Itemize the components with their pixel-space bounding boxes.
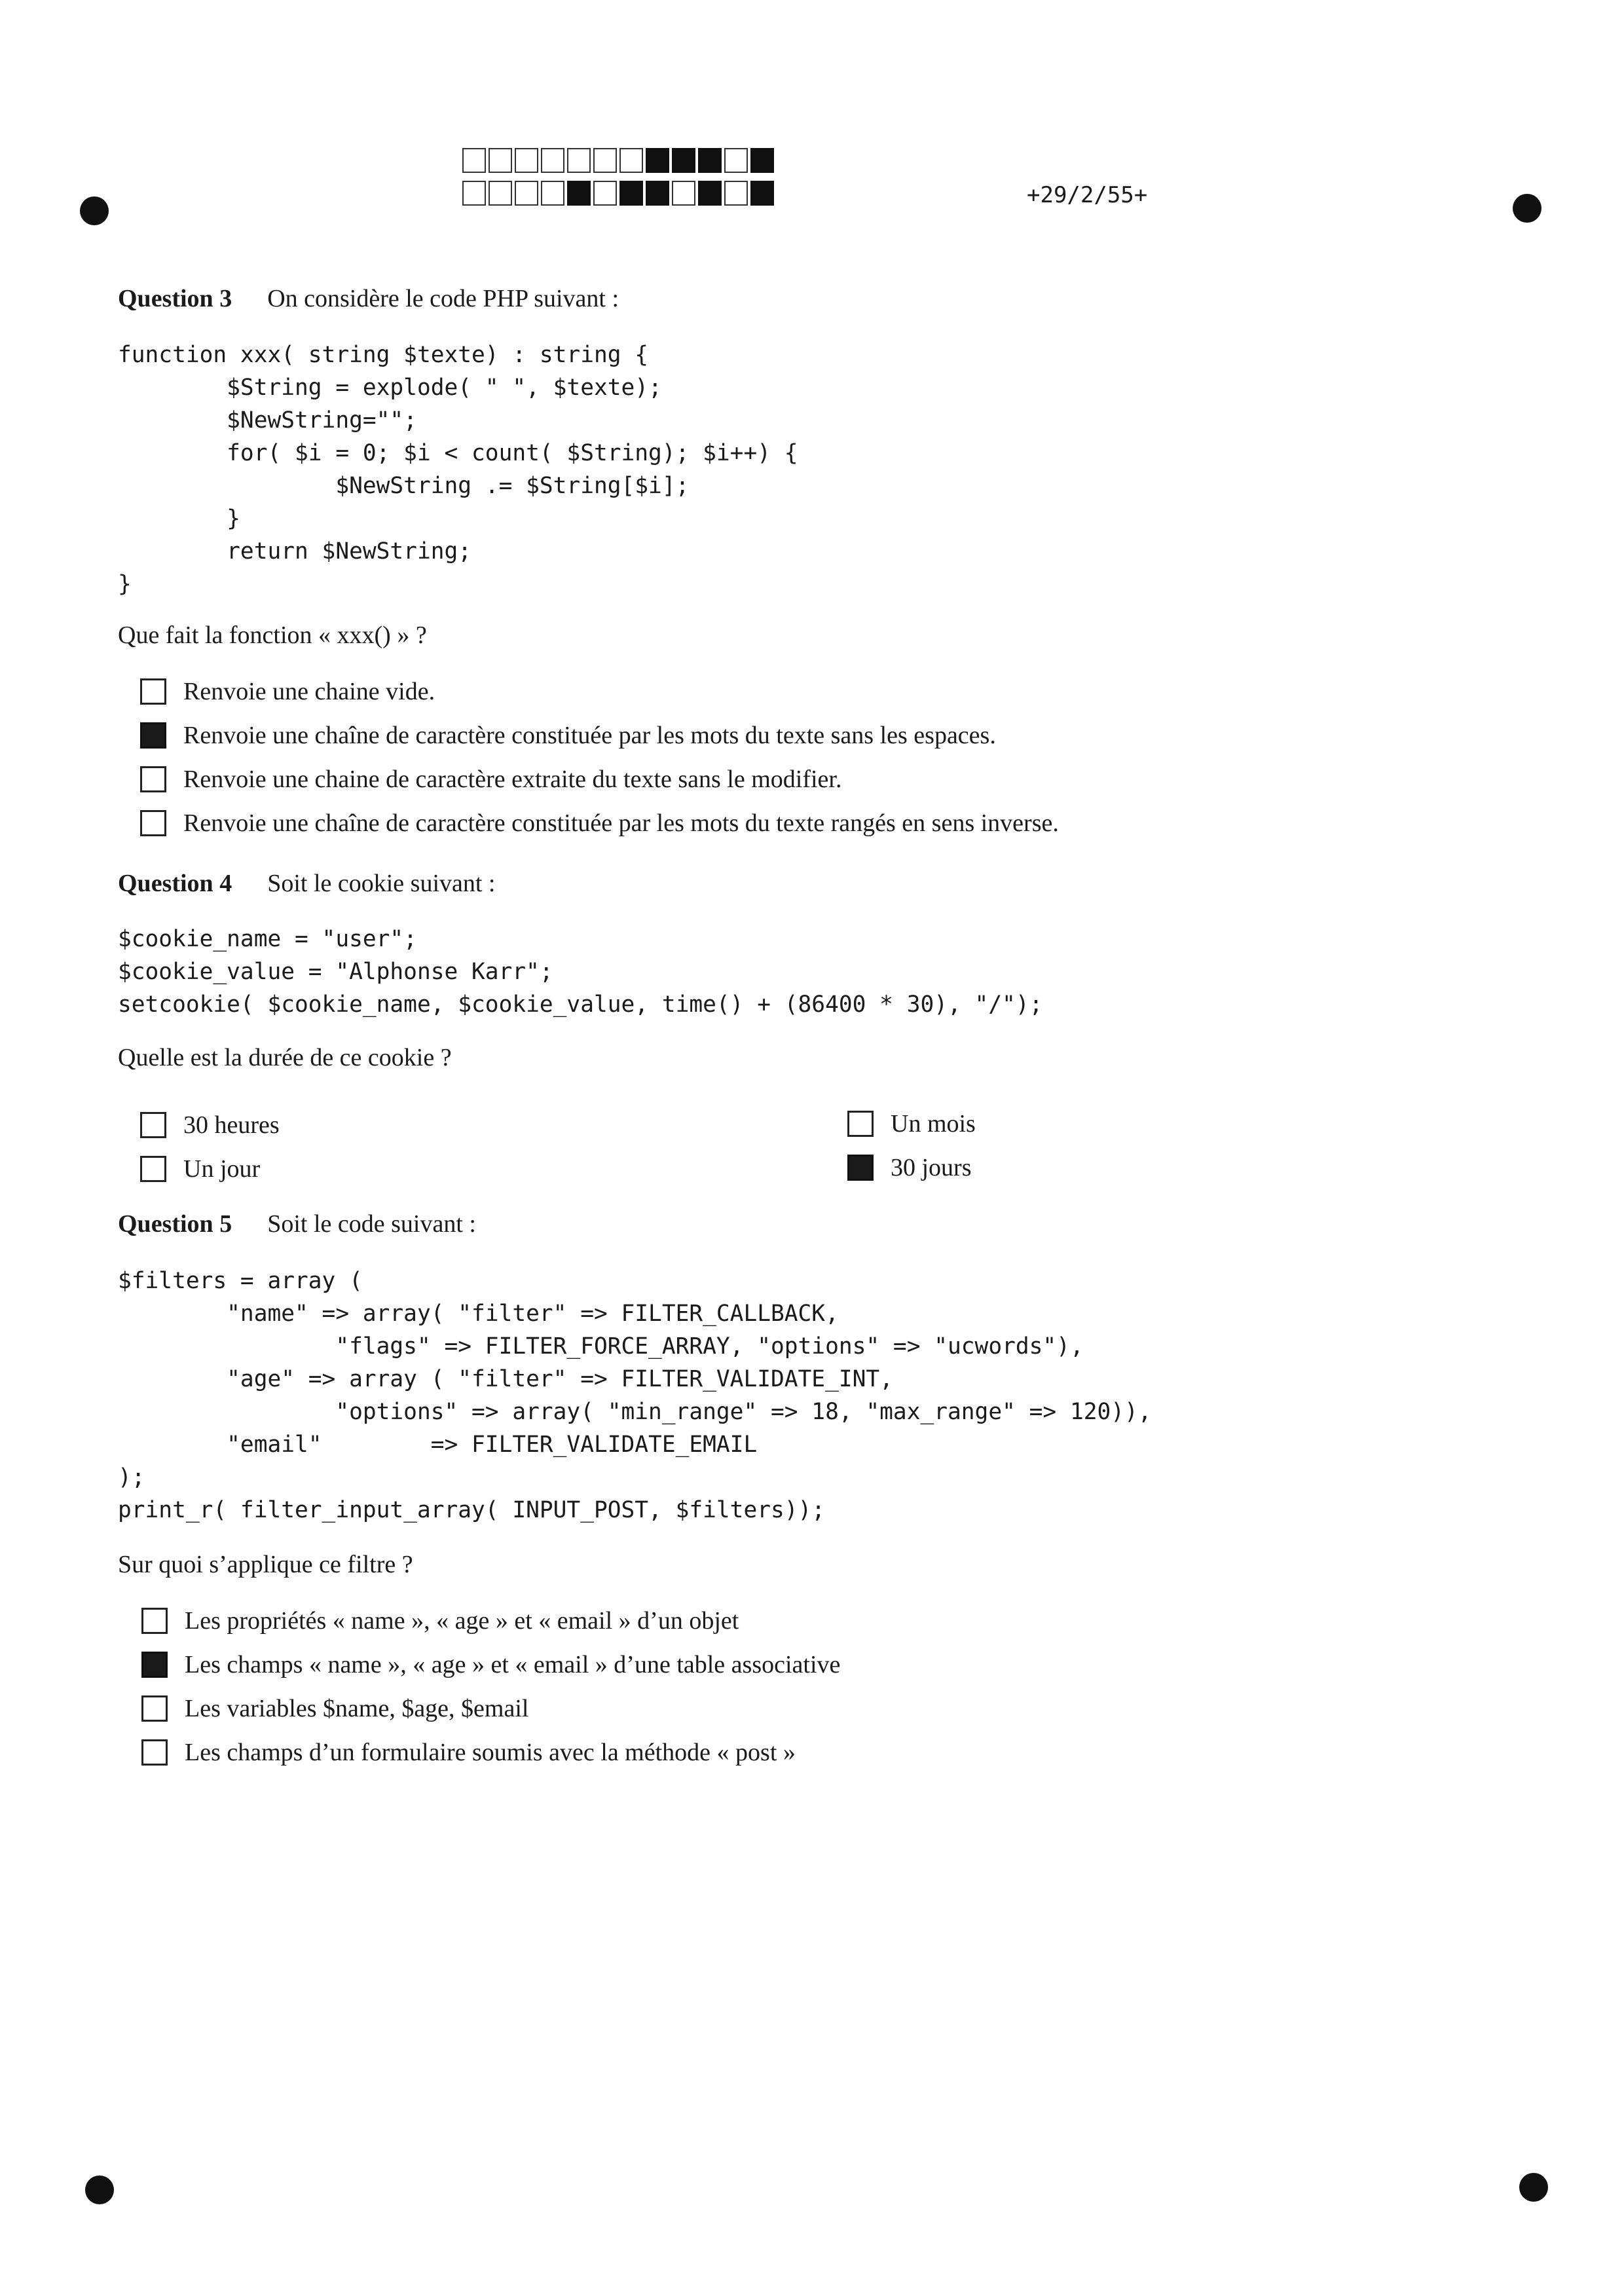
- answer-label: 30 heures: [183, 1111, 280, 1139]
- barcode-cell: [750, 181, 774, 206]
- barcode-cell: [698, 148, 722, 173]
- answer-options-left: [140, 1103, 280, 1191]
- barcode-cell: [672, 148, 695, 173]
- barcode-cell: [489, 181, 512, 206]
- barcode-row-2: [462, 181, 777, 206]
- checkbox[interactable]: [140, 722, 166, 749]
- barcode-cell: [646, 148, 669, 173]
- answer-label: Renvoie une chaine de caractère extraite du texte sans le modifier.: [183, 765, 842, 793]
- question-number: Question 3: [118, 285, 232, 312]
- question-number: Question 5: [118, 1210, 232, 1238]
- answer-label: Renvoie une chaine vide.: [183, 677, 435, 705]
- barcode-cell: [593, 181, 617, 206]
- question-prompt: Quelle est la durée de ce cookie ?: [118, 1044, 452, 1071]
- answer-option[interactable]: [141, 1686, 840, 1730]
- answer-label: Les champs d’un formulaire soumis avec la méthode « post »: [185, 1738, 796, 1766]
- answer-label: Les champs « name », « age » et « email » d’une table associative: [185, 1650, 841, 1678]
- question-prompt: Sur quoi s’applique ce filtre ?: [118, 1551, 413, 1578]
- barcode-cell: [567, 148, 591, 173]
- registration-mark-top-left: [80, 196, 109, 225]
- checkbox[interactable]: [141, 1608, 168, 1634]
- answer-option[interactable]: [140, 801, 1059, 845]
- answer-label: 30 jours: [891, 1153, 972, 1181]
- answer-option[interactable]: [141, 1599, 840, 1642]
- checkbox[interactable]: [140, 810, 166, 836]
- answer-option[interactable]: [140, 1147, 280, 1191]
- answer-option[interactable]: [140, 669, 1059, 713]
- barcode-cell: [672, 181, 695, 206]
- registration-mark-bottom-left: [85, 2176, 114, 2204]
- answer-option[interactable]: [140, 1103, 280, 1147]
- checkbox[interactable]: [141, 1695, 168, 1722]
- question-statement: Soit le cookie suivant :: [267, 870, 496, 897]
- barcode-cell: [515, 148, 538, 173]
- answer-label: Renvoie une chaîne de caractère constituée par les mots du texte sans les espaces.: [183, 721, 996, 749]
- code-block: $filters = array ( "name" => array( "filter" => FILTER_CALLBACK, "flags" => FILTER_FORCE_ARRAY, "options" => "ucwords"), "age" => array ( "filter" => FILTER_VALIDATE_INT, "options" => array( "min_range" => 18, "max_range" => 120)), "email" => FILTER_VALIDATE_EMAIL ); print_r( filter_input_array( INPUT_POST, $filters));: [118, 1268, 1152, 1523]
- answer-label: Un jour: [183, 1155, 261, 1183]
- question-number: Question 4: [118, 870, 232, 897]
- checkbox[interactable]: [141, 1652, 168, 1678]
- barcode-cell: [593, 148, 617, 173]
- answer-option[interactable]: [847, 1145, 976, 1189]
- barcode-cell: [724, 148, 748, 173]
- answer-option[interactable]: [141, 1642, 840, 1686]
- answer-label: Les propriétés « name », « age » et « email » d’un objet: [185, 1606, 739, 1635]
- barcode-cell: [541, 181, 564, 206]
- answer-label: Renvoie une chaîne de caractère constituée par les mots du texte rangés en sens inverse.: [183, 809, 1059, 837]
- barcode-cell: [489, 148, 512, 173]
- barcode-cell: [567, 181, 591, 206]
- barcode-cell: [462, 181, 486, 206]
- question-prompt: Que fait la fonction « xxx() » ?: [118, 621, 427, 649]
- code-block: $cookie_name = "user"; $cookie_value = "Alphonse Karr"; setcookie( $cookie_name, $cookie_value, time() + (86400 * 30), "/");: [118, 926, 1043, 1018]
- checkbox[interactable]: [140, 766, 166, 792]
- checkbox[interactable]: [140, 1112, 166, 1138]
- checkbox[interactable]: [847, 1111, 874, 1137]
- checkbox[interactable]: [140, 1156, 166, 1182]
- answer-options: [141, 1599, 840, 1774]
- registration-mark-bottom-right: [1519, 2173, 1548, 2202]
- barcode-cell: [646, 181, 669, 206]
- answer-options-right: [847, 1102, 976, 1189]
- barcode-cell: [541, 148, 564, 173]
- barcode-cell: [619, 148, 643, 173]
- answer-option[interactable]: [140, 757, 1059, 801]
- answer-option[interactable]: [847, 1102, 976, 1145]
- barcode-cell: [515, 181, 538, 206]
- answer-option[interactable]: [140, 713, 1059, 757]
- answer-option[interactable]: [141, 1730, 840, 1774]
- question-statement: On considère le code PHP suivant :: [267, 285, 619, 312]
- checkbox[interactable]: [141, 1739, 168, 1766]
- checkbox[interactable]: [140, 678, 166, 705]
- checkbox[interactable]: [847, 1155, 874, 1181]
- barcode-cell: [724, 181, 748, 206]
- question-5-header: [118, 1210, 476, 1238]
- answer-label: Les variables $name, $age, $email: [185, 1694, 529, 1722]
- question-statement: Soit le code suivant :: [267, 1210, 476, 1238]
- question-4-header: [118, 869, 496, 898]
- question-3-header: [118, 284, 619, 313]
- registration-mark-top-right: [1513, 194, 1541, 223]
- barcode-cell: [750, 148, 774, 173]
- answer-options: [140, 669, 1059, 845]
- barcode-cell: [698, 181, 722, 206]
- page-id: +29/2/55+: [1027, 182, 1148, 208]
- barcode-cell: [462, 148, 486, 173]
- barcode-row-1: [462, 148, 777, 173]
- code-block: function xxx( string $texte) : string { $String = explode( " ", $texte); $NewString=""; for( $i = 0; $i < count( $String); $i++) { $NewString .= $String[$i]; } return $NewString; }: [118, 342, 798, 597]
- barcode-cell: [619, 181, 643, 206]
- answer-label: Un mois: [891, 1109, 976, 1138]
